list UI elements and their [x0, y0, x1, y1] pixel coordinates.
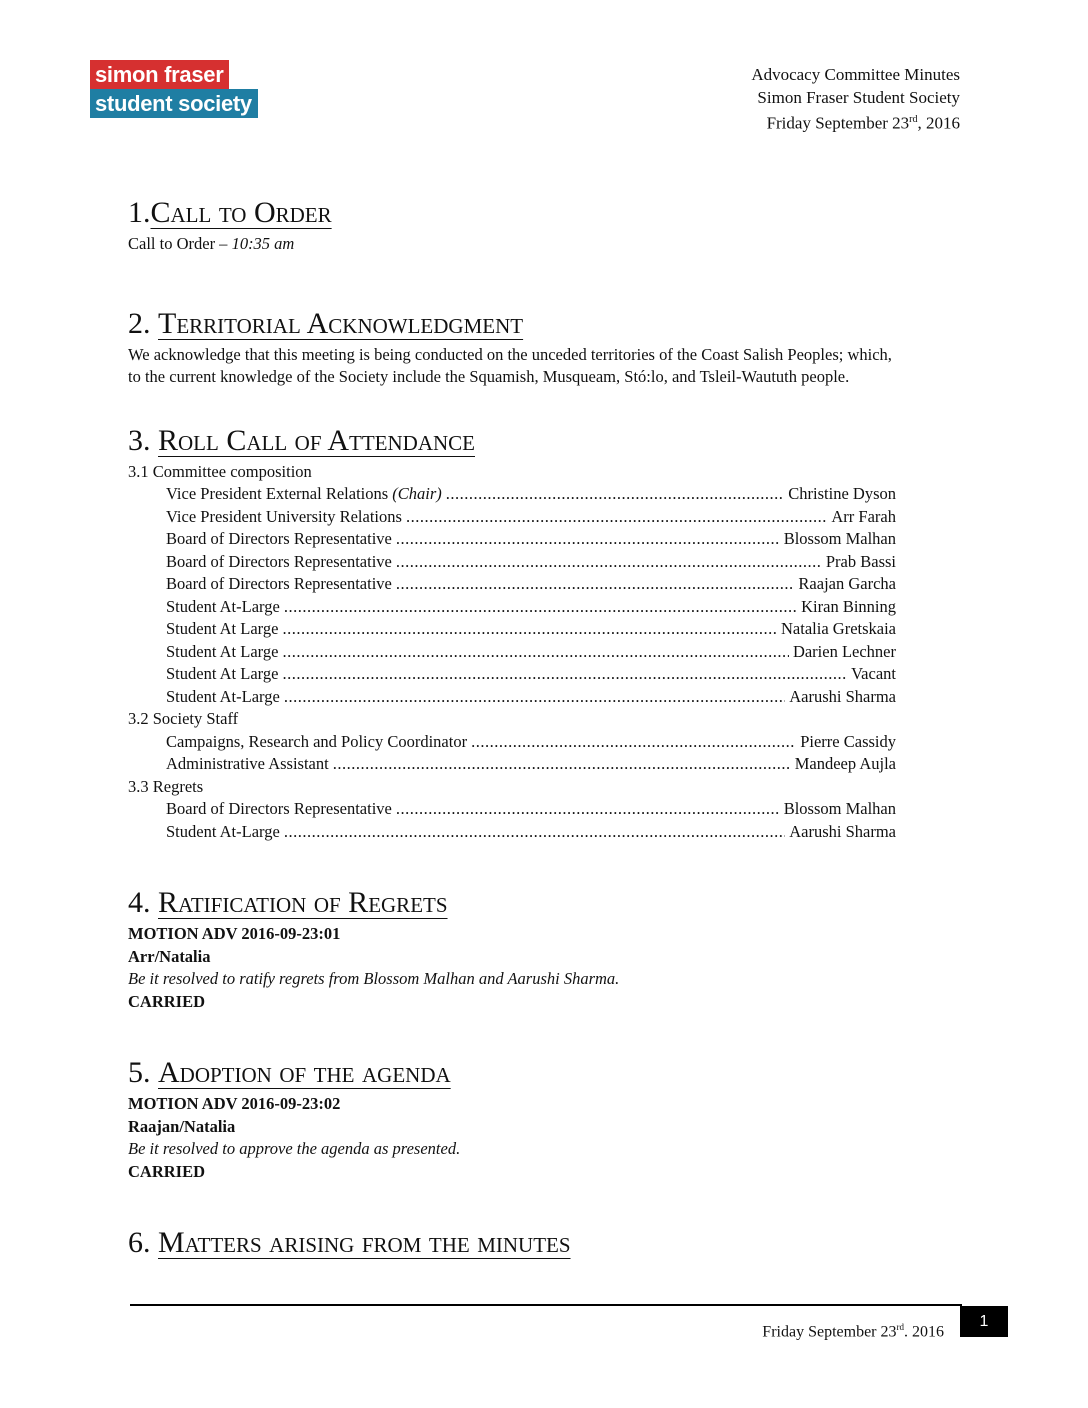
- sfss-logo: [90, 60, 270, 118]
- attendance-row: [128, 663, 896, 686]
- leader-dots: [282, 641, 789, 664]
- role-label: Student At-Large: [166, 596, 280, 616]
- footer-date: [762, 1322, 944, 1341]
- role-label: Vice President University Relations: [166, 506, 402, 526]
- header-title: Advocacy Committee Minutes: [751, 65, 960, 84]
- footer-date-suffix: rd: [896, 1322, 904, 1332]
- regrets-list: [128, 798, 896, 843]
- role-label: Board of Directors Representative: [166, 529, 392, 548]
- leader-dots: [396, 551, 822, 574]
- section-title: Territorial Acknowledgment: [158, 306, 524, 340]
- member-name: Natalia Gretskaia: [781, 619, 896, 638]
- attendance-row: [128, 618, 896, 641]
- motion-resolution: Be it resolved to approve the agenda as presented.: [128, 1139, 461, 1158]
- role-label: Student At-Large: [166, 686, 280, 706]
- role-label: Board of Directors Representative: [166, 574, 392, 593]
- leader-dots: [333, 753, 791, 776]
- call-to-order-label: Call to Order –: [128, 234, 232, 253]
- attendance-row: [128, 753, 896, 776]
- leader-dots: [396, 573, 795, 596]
- member-name: Raajan Garcha: [798, 574, 896, 593]
- header-date-suffix: rd: [909, 114, 918, 125]
- section-title: Adoption of the agenda: [158, 1056, 451, 1089]
- section-heading-3: [128, 421, 896, 461]
- member-name: Blossom Malhan: [783, 799, 896, 818]
- section-number: 6.: [128, 1226, 158, 1259]
- header-date: [751, 109, 960, 135]
- attendance-row: [128, 573, 896, 596]
- section-heading-2: [128, 304, 896, 344]
- motion-movers: Arr/Natalia: [128, 946, 211, 966]
- attendance-row: [128, 641, 896, 664]
- section-number: 2.: [128, 306, 158, 340]
- motion-number: MOTION ADV 2016-09-23:02: [128, 1094, 341, 1113]
- member-name: Blossom Malhan: [783, 529, 896, 548]
- leader-dots: [446, 483, 785, 506]
- member-name: Christine Dyson: [788, 484, 896, 503]
- leader-dots: [284, 821, 785, 844]
- footer-date-year: . 2016: [904, 1323, 944, 1341]
- footer-date-main: Friday September 23: [762, 1323, 897, 1341]
- call-to-order-line: [128, 233, 896, 256]
- attendance-row: [128, 528, 896, 551]
- header-org: Simon Fraser Student Society: [757, 87, 960, 107]
- staff-list: [128, 731, 896, 776]
- member-name: Prab Bassi: [825, 551, 896, 571]
- territorial-acknowledgment-text: We acknowledge that this meeting is being conducted on the unceded territories of the Coast Salish Peoples; which, to the current knowledge of the Society include the Squamish, Musqueam, Stó:lo, and Tsleil-Waututh people.: [128, 344, 892, 386]
- call-to-order-time: 10:35 am: [231, 234, 295, 253]
- attendance-row: [128, 821, 896, 844]
- section-title: Roll Call of Attendance: [158, 423, 475, 457]
- logo-line-2: student society: [90, 89, 258, 118]
- member-name: Kiran Binning: [801, 596, 896, 616]
- leader-dots: [282, 618, 777, 641]
- section-number: 5.: [128, 1056, 158, 1089]
- document-header: [751, 64, 960, 135]
- attendance-row: [128, 686, 896, 709]
- composition-list: [128, 483, 896, 708]
- section-heading-1: [128, 193, 896, 233]
- member-name: Aarushi Sharma: [789, 821, 896, 841]
- header-date-year: , 2016: [917, 113, 960, 133]
- motion-result: CARRIED: [128, 1161, 206, 1181]
- leader-dots: [284, 596, 797, 619]
- role-label: Vice President External Relations (Chair): [166, 484, 442, 503]
- leader-dots: [396, 528, 780, 551]
- attendance-row: [128, 596, 896, 619]
- role-label: Campaigns, Research and Policy Coordinator: [166, 731, 468, 751]
- logo-line-1: simon fraser: [90, 60, 229, 89]
- section-number: 3.: [128, 423, 158, 457]
- role-label: Board of Directors Representative: [166, 551, 392, 571]
- leader-dots: [471, 731, 796, 754]
- attendance-row: [128, 551, 896, 574]
- member-name: Mandeep Aujla: [794, 754, 896, 773]
- role-label: Student At-Large: [166, 821, 280, 841]
- member-name: Vacant: [851, 664, 896, 683]
- member-name: Pierre Cassidy: [800, 731, 896, 751]
- document-body: [128, 193, 896, 1263]
- leader-dots: [282, 663, 847, 686]
- section-number: 1.: [128, 196, 151, 229]
- role-label: Administrative Assistant: [166, 754, 329, 773]
- role-label: Board of Directors Representative: [166, 799, 392, 818]
- role-label: Student At Large: [166, 619, 279, 638]
- leader-dots: [396, 798, 780, 821]
- footer-rule: [130, 1304, 962, 1306]
- motion-movers: Raajan/Natalia: [128, 1116, 236, 1136]
- subsection-committee-composition: 3.1 Committee composition: [128, 461, 312, 481]
- section-title: Ratification of Regrets: [158, 886, 448, 919]
- section-heading-6: [128, 1223, 896, 1263]
- section-title: Matters arising from the minutes: [158, 1226, 571, 1259]
- subsection-society-staff: 3.2 Society Staff: [128, 709, 239, 728]
- motion-number: MOTION ADV 2016-09-23:01: [128, 924, 341, 943]
- leader-dots: [406, 506, 827, 529]
- leader-dots: [284, 686, 785, 709]
- subsection-regrets: 3.3 Regrets: [128, 776, 204, 796]
- page-number: 1: [960, 1306, 1008, 1337]
- header-date-main: Friday September 23: [766, 113, 910, 133]
- member-name: Darien Lechner: [792, 641, 896, 661]
- attendance-row: [128, 798, 896, 821]
- role-label: Student At Large: [166, 641, 279, 661]
- attendance-row: [128, 731, 896, 754]
- chair-note: (Chair): [392, 484, 442, 503]
- member-name: Aarushi Sharma: [789, 686, 896, 706]
- section-heading-4: [128, 883, 896, 923]
- motion-result: CARRIED: [128, 991, 206, 1011]
- attendance-row: [128, 483, 896, 506]
- section-number: 4.: [128, 886, 158, 919]
- motion-resolution: Be it resolved to ratify regrets from Blossom Malhan and Aarushi Sharma.: [128, 969, 620, 988]
- member-name: Arr Farah: [831, 506, 896, 526]
- role-label: Student At Large: [166, 664, 279, 683]
- section-heading-5: [128, 1053, 896, 1093]
- section-title: Call to Order: [150, 196, 332, 229]
- attendance-row: [128, 506, 896, 529]
